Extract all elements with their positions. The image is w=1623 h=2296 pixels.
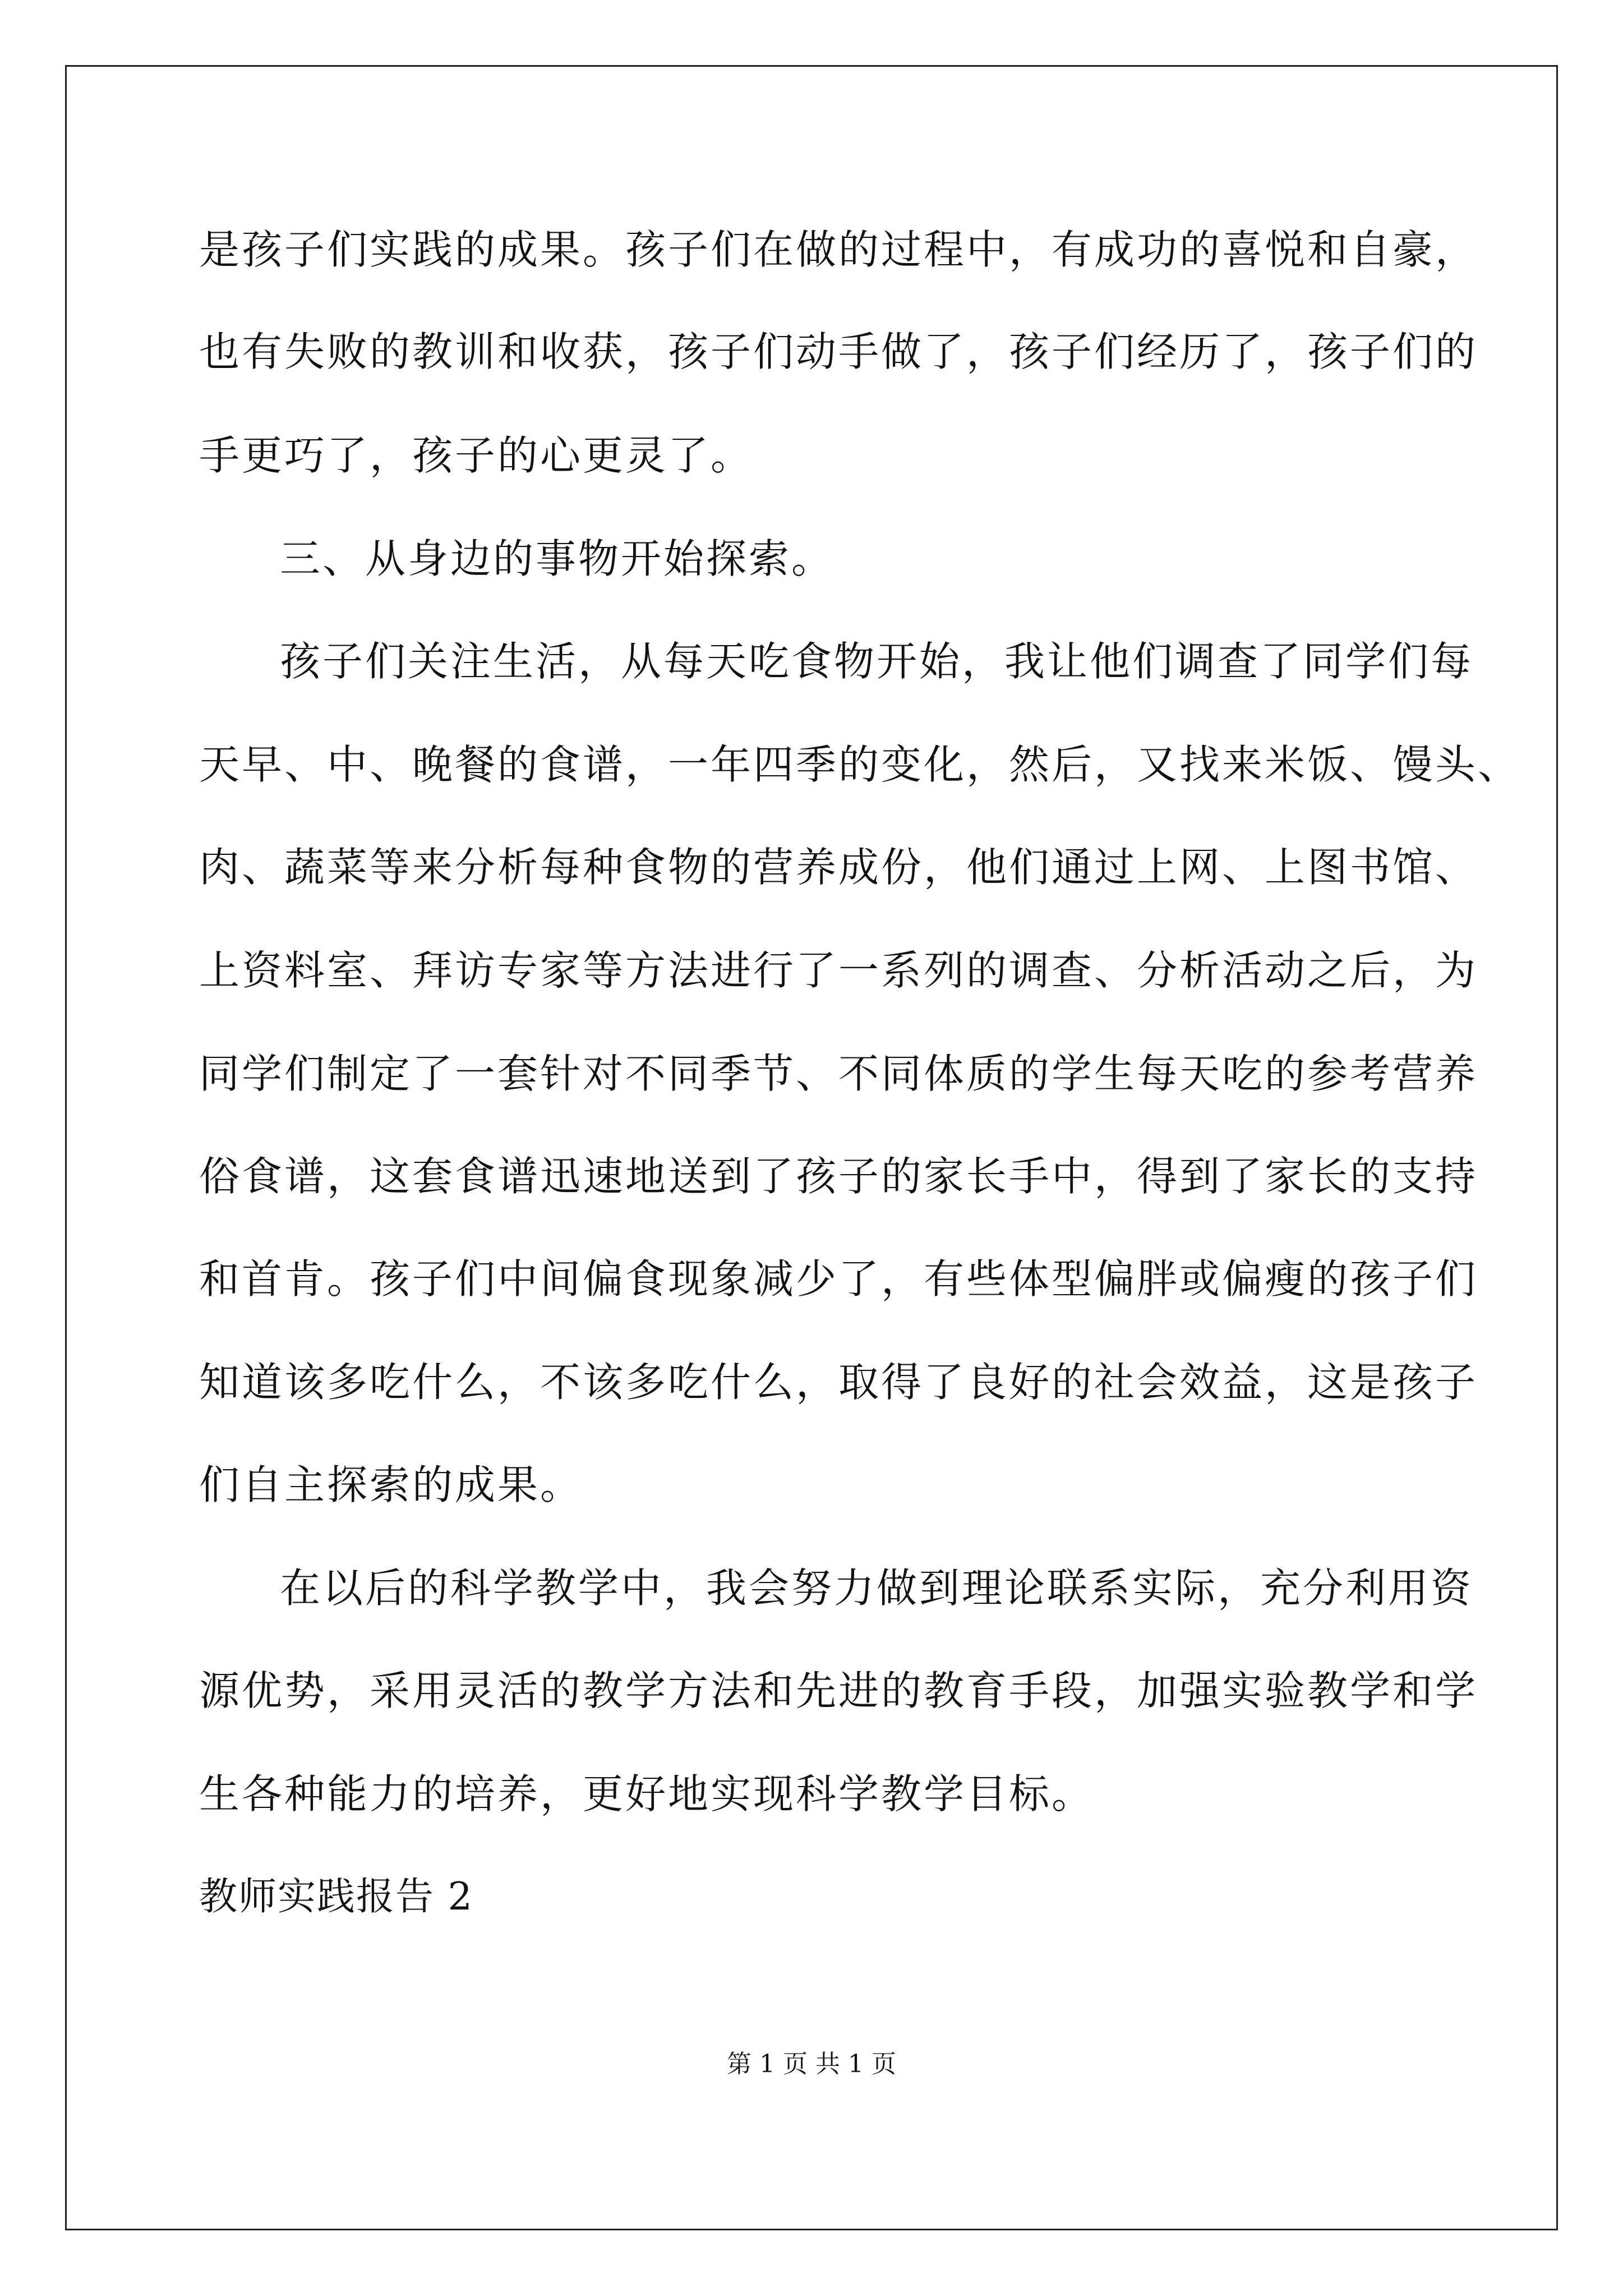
text-line: 孩子们关注生活，从每天吃食物开始，我让他们调查了同学们每	[280, 638, 1474, 685]
text-line: 也有失败的教训和收获，孩子们动手做了，孩子们经历了，孩子们的	[199, 328, 1478, 375]
text-line: 俗食谱，这套食谱迅速地送到了孩子的家长手中，得到了家长的支持	[199, 1153, 1478, 1200]
section-heading: 三、从身边的事物开始探索。	[280, 535, 834, 582]
text-line: 生各种能力的培养，更好地实现科学教学目标。	[199, 1770, 1095, 1818]
text-line: 源优势，采用灵活的教学方法和先进的教育手段，加强实验教学和学	[199, 1667, 1478, 1714]
text-line: 是孩子们实践的成果。孩子们在做的过程中，有成功的喜悦和自豪，	[199, 226, 1478, 273]
section-title: 教师实践报告 2	[199, 1875, 473, 1919]
text-line: 和首肯。孩子们中间偏食现象减少了，有些体型偏胖或偏瘦的孩子们	[199, 1255, 1478, 1303]
text-line: 同学们制定了一套针对不同季节、不同体质的学生每天吃的参考营养	[199, 1050, 1478, 1097]
text-line: 在以后的科学教学中，我会努力做到理论联系实际，充分利用资	[280, 1565, 1474, 1612]
text-line: 手更巧了，孩子的心更灵了。	[199, 432, 754, 479]
text-line: 天早、中、晚餐的食谱，一年四季的变化，然后，又找来米饭、馒头、	[199, 741, 1521, 788]
text-line: 知道该多吃什么，不该多吃什么，取得了良好的社会效益，这是孩子	[199, 1359, 1478, 1406]
text-line: 肉、蔬菜等来分析每种食物的营养成份，他们通过上网、上图书馆、	[199, 844, 1478, 891]
text-line: 上资料室、拜访专家等方法进行了一系列的调查、分析活动之后，为	[199, 947, 1478, 994]
page-footer: 第 1 页 共 1 页	[727, 2050, 896, 2078]
text-line: 们自主探索的成果。	[199, 1461, 583, 1508]
